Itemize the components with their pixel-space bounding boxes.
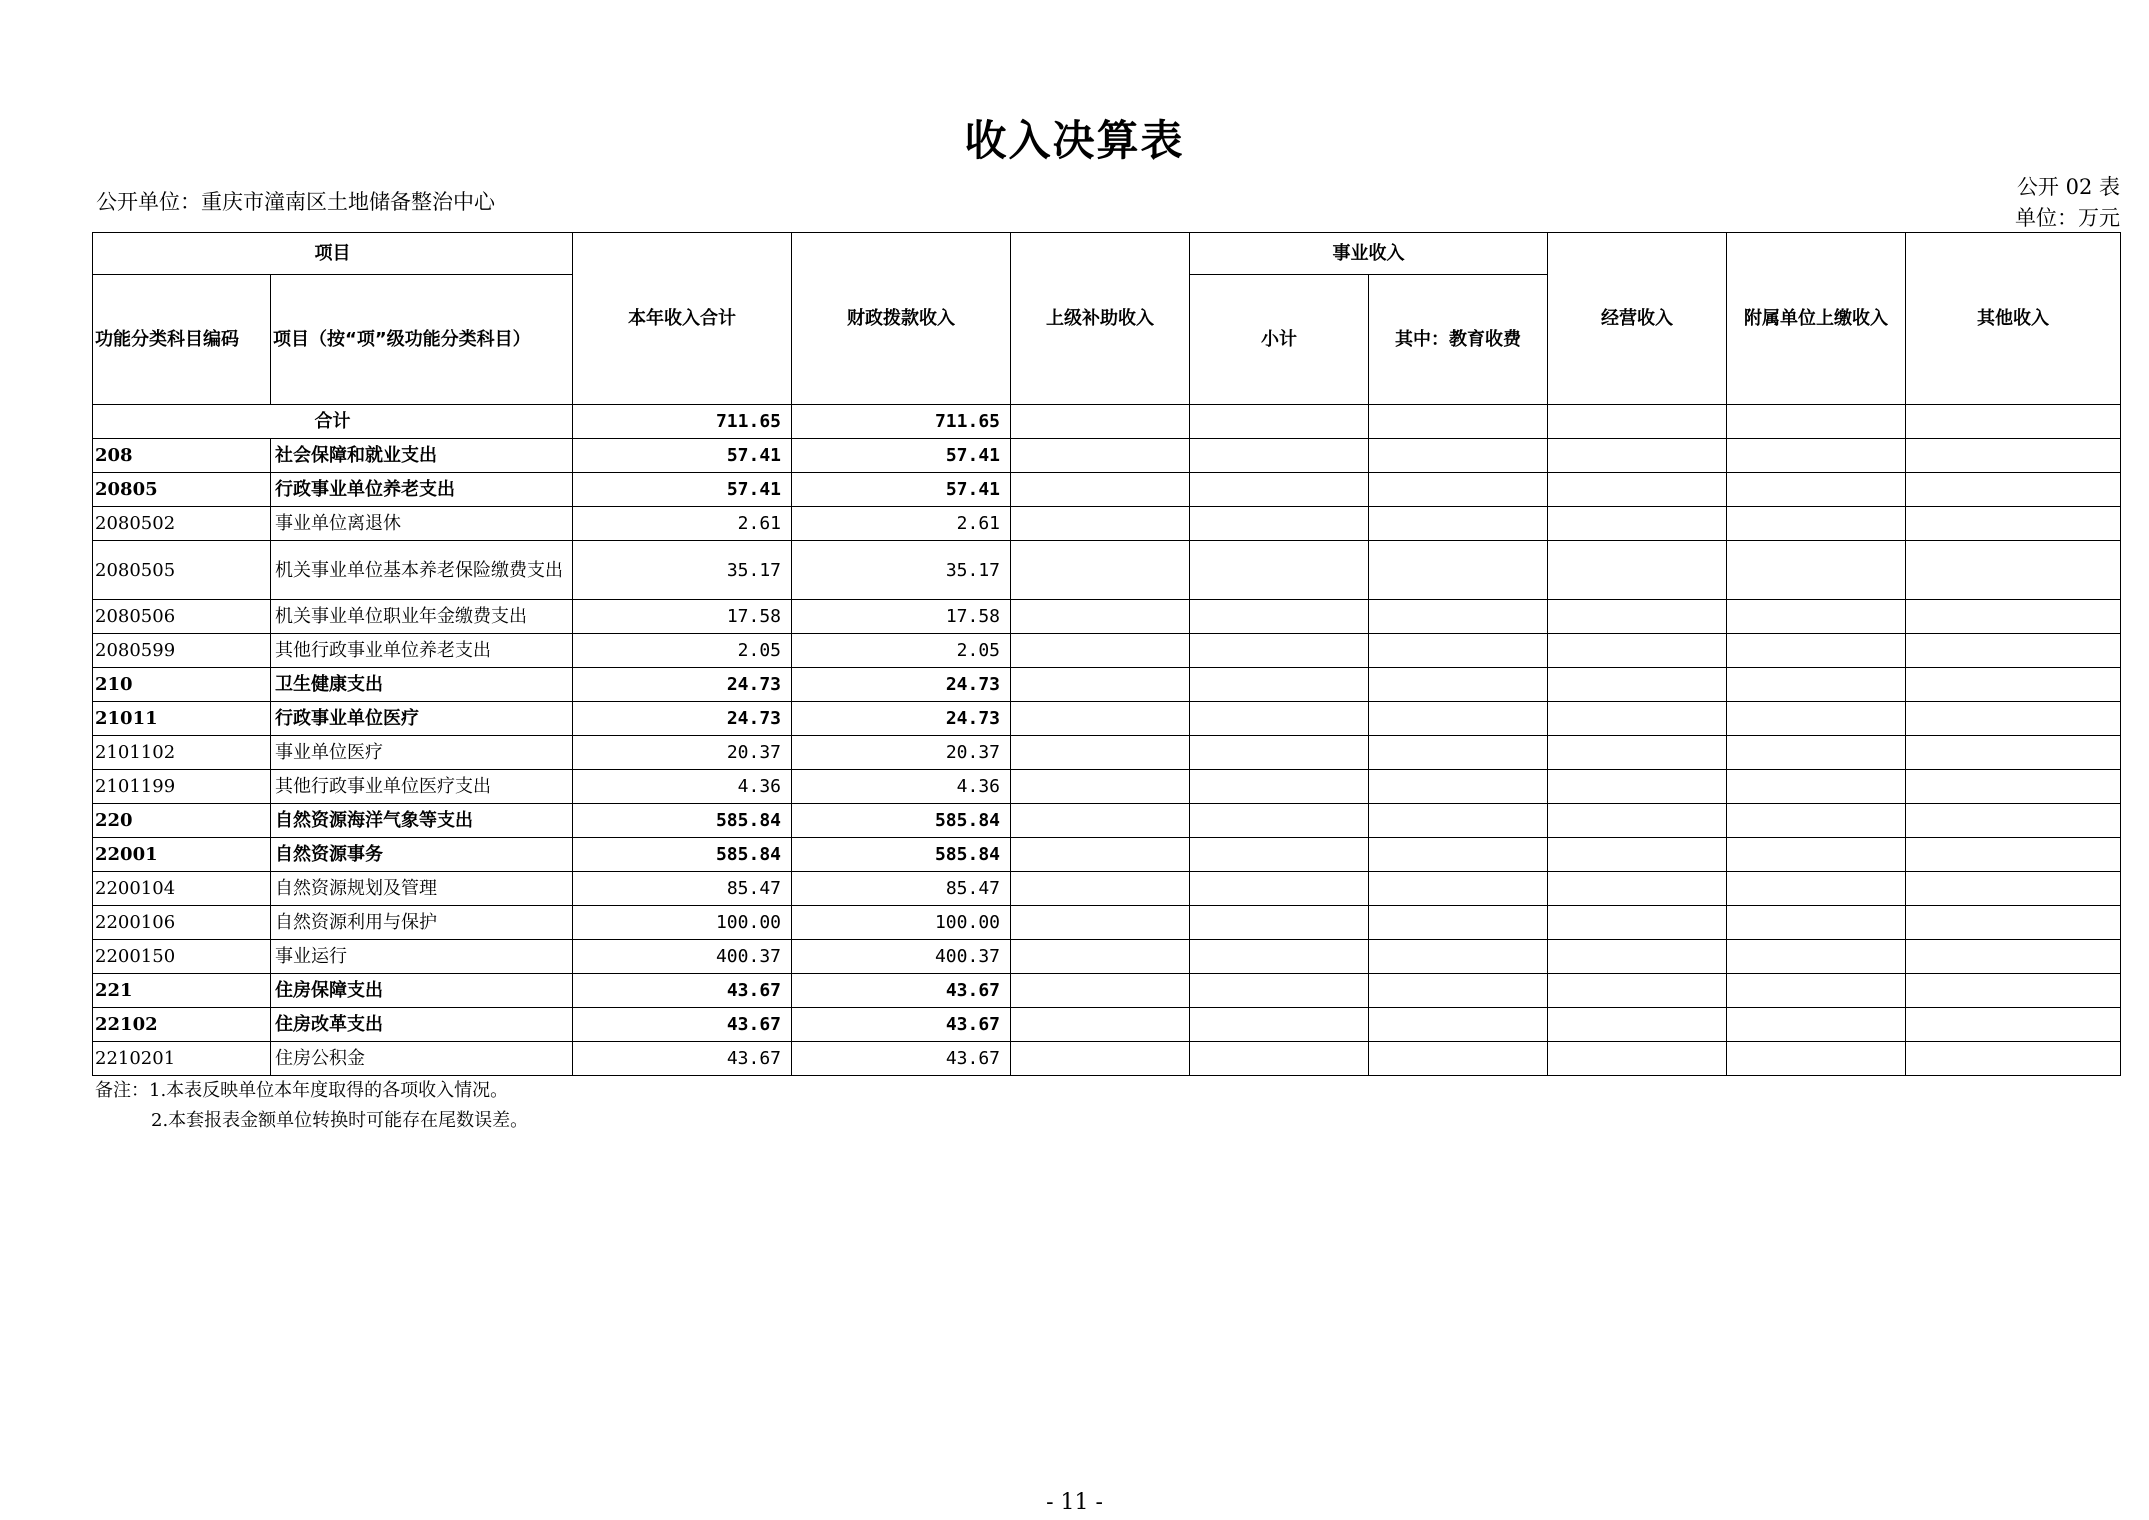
row-total-income: 57.41 <box>573 439 792 473</box>
row-empty-cell <box>1906 838 2121 872</box>
row-code: 21011 <box>93 702 271 736</box>
header-superior: 上级补助收入 <box>1011 233 1190 405</box>
row-total-income: 400.37 <box>573 940 792 974</box>
row-empty-cell <box>1369 1008 1548 1042</box>
income-table <box>92 232 2121 1076</box>
row-empty-cell <box>1369 1042 1548 1076</box>
row-empty-cell <box>1011 804 1190 838</box>
table-row <box>93 702 2121 736</box>
row-empty-cell <box>1548 634 1727 668</box>
row-name: 机关事业单位职业年金缴费支出 <box>271 600 573 634</box>
row-fiscal: 24.73 <box>792 668 1011 702</box>
row-empty-cell <box>1906 1042 2121 1076</box>
row-total-income: 17.58 <box>573 600 792 634</box>
row-empty-cell <box>1369 668 1548 702</box>
row-total-income: 585.84 <box>573 804 792 838</box>
row-total-income: 35.17 <box>573 541 792 600</box>
row-name: 自然资源海洋气象等支出 <box>271 804 573 838</box>
row-empty-cell <box>1369 838 1548 872</box>
row-empty-cell <box>1906 600 2121 634</box>
row-code: 2200106 <box>93 906 271 940</box>
row-empty-cell <box>1727 906 1906 940</box>
row-fiscal: 43.67 <box>792 974 1011 1008</box>
row-total-income: 57.41 <box>573 473 792 507</box>
row-empty-cell <box>1369 804 1548 838</box>
row-empty-cell <box>1548 439 1727 473</box>
page-number: - 11 - <box>1046 1490 1103 1515</box>
row-empty-cell <box>1011 507 1190 541</box>
note-1: 备注：1.本表反映单位本年度取得的各项收入情况。 <box>95 1080 509 1101</box>
row-empty-cell <box>1727 872 1906 906</box>
row-empty-cell <box>1190 872 1369 906</box>
row-fiscal: 20.37 <box>792 736 1011 770</box>
row-empty-cell <box>1011 634 1190 668</box>
header-project: 项目 <box>93 233 573 275</box>
row-empty-cell <box>1548 702 1727 736</box>
row-empty-cell <box>1906 1008 2121 1042</box>
total-label: 合计 <box>93 405 573 439</box>
row-fiscal: 585.84 <box>792 804 1011 838</box>
row-total-income: 43.67 <box>573 1008 792 1042</box>
table-row <box>93 974 2121 1008</box>
header-subtotal: 小计 <box>1190 275 1369 405</box>
row-empty-cell <box>1011 838 1190 872</box>
row-name: 住房保障支出 <box>271 974 573 1008</box>
table-row <box>93 473 2121 507</box>
row-empty-cell <box>1548 770 1727 804</box>
row-empty-cell <box>1548 804 1727 838</box>
row-empty-cell <box>1727 974 1906 1008</box>
row-empty-cell <box>1190 974 1369 1008</box>
row-fiscal: 400.37 <box>792 940 1011 974</box>
row-empty-cell <box>1369 974 1548 1008</box>
row-empty-cell <box>1011 940 1190 974</box>
row-empty-cell <box>1190 702 1369 736</box>
row-code: 22102 <box>93 1008 271 1042</box>
row-fiscal: 585.84 <box>792 838 1011 872</box>
row-empty-cell <box>1369 736 1548 770</box>
row-total-income: 43.67 <box>573 974 792 1008</box>
table-row <box>93 541 2121 600</box>
row-empty-cell <box>1548 974 1727 1008</box>
row-fiscal: 17.58 <box>792 600 1011 634</box>
row-total-income: 43.67 <box>573 1042 792 1076</box>
row-total-income: 100.00 <box>573 906 792 940</box>
table-meta <box>2015 172 2120 234</box>
row-total-income: 2.05 <box>573 634 792 668</box>
row-code: 210 <box>93 668 271 702</box>
table-row <box>93 668 2121 702</box>
row-empty-cell <box>1369 702 1548 736</box>
row-empty-cell <box>1369 507 1548 541</box>
note-2: 2.本套报表金额单位转换时可能存在尾数误差。 <box>151 1110 529 1131</box>
row-empty-cell <box>1727 600 1906 634</box>
row-empty-cell <box>1369 634 1548 668</box>
row-empty-cell <box>1906 906 2121 940</box>
row-empty-cell <box>1906 872 2121 906</box>
row-fiscal: 43.67 <box>792 1008 1011 1042</box>
row-name: 自然资源规划及管理 <box>271 872 573 906</box>
row-fiscal: 57.41 <box>792 439 1011 473</box>
row-empty-cell <box>1548 838 1727 872</box>
table-row <box>93 600 2121 634</box>
row-code: 208 <box>93 439 271 473</box>
row-empty-cell <box>1906 439 2121 473</box>
row-code: 220 <box>93 804 271 838</box>
row-fiscal: 100.00 <box>792 906 1011 940</box>
table-row <box>93 439 2121 473</box>
row-empty-cell <box>1369 439 1548 473</box>
row-fiscal: 2.05 <box>792 634 1011 668</box>
row-name: 事业运行 <box>271 940 573 974</box>
row-code: 2101199 <box>93 770 271 804</box>
row-empty-cell <box>1727 770 1906 804</box>
header-education: 其中：教育收费 <box>1369 275 1548 405</box>
header-business: 事业收入 <box>1190 233 1548 275</box>
row-empty-cell <box>1369 872 1548 906</box>
row-empty-cell <box>1548 507 1727 541</box>
row-empty-cell <box>1190 838 1369 872</box>
header-affiliated: 附属单位上缴收入 <box>1727 233 1906 405</box>
row-empty-cell <box>1727 473 1906 507</box>
row-empty-cell <box>1906 634 2121 668</box>
row-empty-cell <box>1548 1042 1727 1076</box>
row-name: 事业单位医疗 <box>271 736 573 770</box>
row-empty-cell <box>1011 736 1190 770</box>
row-name: 卫生健康支出 <box>271 668 573 702</box>
row-total-income: 585.84 <box>573 838 792 872</box>
row-empty-cell <box>1906 974 2121 1008</box>
table-number: 公开 02 表 <box>2016 175 2120 199</box>
row-empty-cell <box>1011 770 1190 804</box>
row-empty-cell <box>1369 473 1548 507</box>
row-empty-cell <box>1190 1042 1369 1076</box>
total-fiscal: 711.65 <box>792 405 1011 439</box>
row-empty-cell <box>1906 804 2121 838</box>
row-empty-cell <box>1906 702 2121 736</box>
row-fiscal: 35.17 <box>792 541 1011 600</box>
header-row-1 <box>93 233 2121 275</box>
row-empty-cell <box>1011 473 1190 507</box>
row-name: 其他行政事业单位医疗支出 <box>271 770 573 804</box>
row-empty-cell <box>1190 668 1369 702</box>
total-income: 711.65 <box>573 405 792 439</box>
row-total-income: 24.73 <box>573 702 792 736</box>
row-empty-cell <box>1190 940 1369 974</box>
row-code: 2200104 <box>93 872 271 906</box>
row-code: 2080502 <box>93 507 271 541</box>
row-empty-cell <box>1011 872 1190 906</box>
page-title: 收入决算表 <box>964 116 1185 165</box>
table-row <box>93 804 2121 838</box>
row-empty-cell <box>1190 634 1369 668</box>
row-empty-cell <box>1548 1008 1727 1042</box>
table-row <box>93 872 2121 906</box>
total-row <box>93 405 2121 439</box>
row-name: 住房改革支出 <box>271 1008 573 1042</box>
row-empty-cell <box>1190 770 1369 804</box>
header-func-code: 功能分类科目编码 <box>93 275 271 405</box>
row-empty-cell <box>1190 473 1369 507</box>
row-fiscal: 43.67 <box>792 1042 1011 1076</box>
row-empty-cell <box>1727 507 1906 541</box>
row-fiscal: 2.61 <box>792 507 1011 541</box>
row-empty-cell <box>1190 906 1369 940</box>
row-name: 其他行政事业单位养老支出 <box>271 634 573 668</box>
row-fiscal: 4.36 <box>792 770 1011 804</box>
row-empty-cell <box>1011 702 1190 736</box>
row-empty-cell <box>1011 541 1190 600</box>
row-empty-cell <box>1190 600 1369 634</box>
row-name: 行政事业单位养老支出 <box>271 473 573 507</box>
row-empty-cell <box>1906 940 2121 974</box>
row-code: 20805 <box>93 473 271 507</box>
row-empty-cell <box>1011 600 1190 634</box>
row-code: 2210201 <box>93 1042 271 1076</box>
row-fiscal: 85.47 <box>792 872 1011 906</box>
row-empty-cell <box>1369 600 1548 634</box>
header-total-income: 本年收入合计 <box>573 233 792 405</box>
reporting-unit: 公开单位：重庆市潼南区土地储备整治中心 <box>96 190 495 214</box>
row-empty-cell <box>1190 507 1369 541</box>
row-empty-cell <box>1548 668 1727 702</box>
currency-unit: 单位：万元 <box>2015 206 2120 230</box>
table-row <box>93 736 2121 770</box>
row-empty-cell <box>1727 541 1906 600</box>
header-other: 其他收入 <box>1906 233 2121 405</box>
row-name: 住房公积金 <box>271 1042 573 1076</box>
row-code: 221 <box>93 974 271 1008</box>
row-empty-cell <box>1011 1008 1190 1042</box>
notes <box>95 1076 528 1136</box>
row-total-income: 24.73 <box>573 668 792 702</box>
table-row <box>93 770 2121 804</box>
table-row <box>93 507 2121 541</box>
row-empty-cell <box>1727 804 1906 838</box>
row-empty-cell <box>1548 600 1727 634</box>
row-name: 事业单位离退休 <box>271 507 573 541</box>
row-empty-cell <box>1369 940 1548 974</box>
row-empty-cell <box>1906 770 2121 804</box>
row-fiscal: 24.73 <box>792 702 1011 736</box>
row-empty-cell <box>1190 439 1369 473</box>
row-empty-cell <box>1727 634 1906 668</box>
row-empty-cell <box>1190 1008 1369 1042</box>
row-empty-cell <box>1727 838 1906 872</box>
row-name: 行政事业单位医疗 <box>271 702 573 736</box>
header-fiscal: 财政拨款收入 <box>792 233 1011 405</box>
row-empty-cell <box>1548 940 1727 974</box>
row-code: 2200150 <box>93 940 271 974</box>
row-total-income: 2.61 <box>573 507 792 541</box>
row-empty-cell <box>1548 736 1727 770</box>
row-total-income: 85.47 <box>573 872 792 906</box>
row-empty-cell <box>1727 702 1906 736</box>
row-empty-cell <box>1906 507 2121 541</box>
row-empty-cell <box>1906 736 2121 770</box>
table-row <box>93 906 2121 940</box>
header-operating: 经营收入 <box>1548 233 1727 405</box>
row-code: 2080599 <box>93 634 271 668</box>
row-name: 社会保障和就业支出 <box>271 439 573 473</box>
row-empty-cell <box>1727 1008 1906 1042</box>
table-row <box>93 1042 2121 1076</box>
row-empty-cell <box>1369 770 1548 804</box>
row-empty-cell <box>1727 736 1906 770</box>
row-total-income: 4.36 <box>573 770 792 804</box>
row-empty-cell <box>1011 439 1190 473</box>
row-empty-cell <box>1727 1042 1906 1076</box>
row-empty-cell <box>1369 906 1548 940</box>
row-empty-cell <box>1906 541 2121 600</box>
row-name: 自然资源利用与保护 <box>271 906 573 940</box>
header-project-name: 项目（按“项”级功能分类科目） <box>271 275 573 405</box>
row-code: 2101102 <box>93 736 271 770</box>
row-empty-cell <box>1906 668 2121 702</box>
row-empty-cell <box>1548 906 1727 940</box>
row-empty-cell <box>1011 668 1190 702</box>
row-code: 2080506 <box>93 600 271 634</box>
table-row <box>93 634 2121 668</box>
row-code: 22001 <box>93 838 271 872</box>
row-empty-cell <box>1727 668 1906 702</box>
row-empty-cell <box>1548 541 1727 600</box>
row-name: 机关事业单位基本养老保险缴费支出 <box>271 541 573 600</box>
row-empty-cell <box>1011 974 1190 1008</box>
row-empty-cell <box>1727 940 1906 974</box>
row-empty-cell <box>1190 541 1369 600</box>
row-total-income: 20.37 <box>573 736 792 770</box>
row-empty-cell <box>1906 473 2121 507</box>
table-row <box>93 838 2121 872</box>
row-empty-cell <box>1011 906 1190 940</box>
row-empty-cell <box>1548 872 1727 906</box>
row-empty-cell <box>1190 736 1369 770</box>
row-empty-cell <box>1369 541 1548 600</box>
row-name: 自然资源事务 <box>271 838 573 872</box>
table-row <box>93 940 2121 974</box>
table-row <box>93 1008 2121 1042</box>
row-empty-cell <box>1548 473 1727 507</box>
row-empty-cell <box>1727 439 1906 473</box>
row-fiscal: 57.41 <box>792 473 1011 507</box>
row-code: 2080505 <box>93 541 271 600</box>
row-empty-cell <box>1011 1042 1190 1076</box>
row-empty-cell <box>1190 804 1369 838</box>
